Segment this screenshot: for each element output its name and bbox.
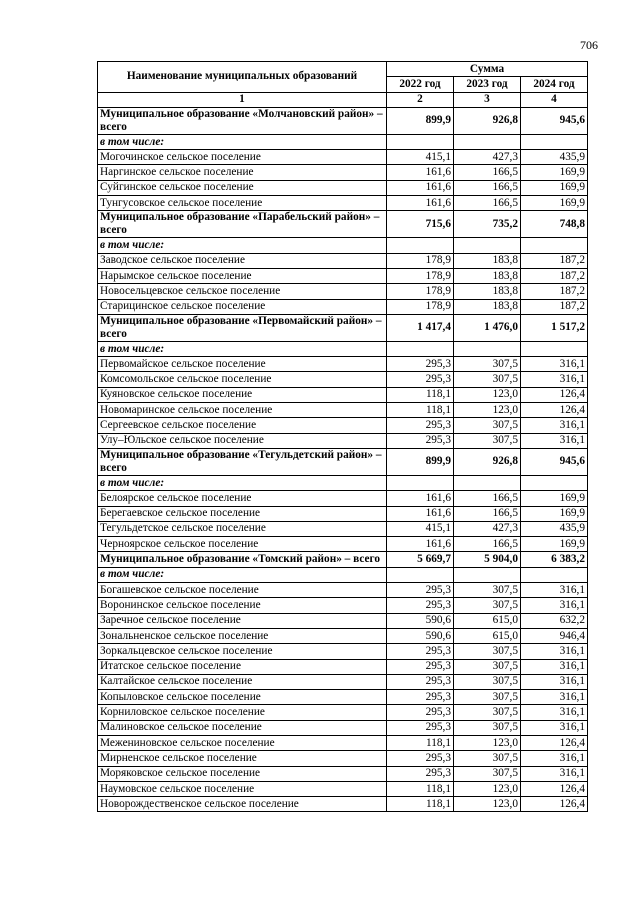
settlement-value: 183,8 bbox=[454, 284, 521, 299]
settlement-name: Зоркальцевское сельское поселение bbox=[98, 644, 387, 659]
settlement-value: 295,3 bbox=[387, 644, 454, 659]
settlement-value: 307,5 bbox=[454, 357, 521, 372]
settlement-value: 307,5 bbox=[454, 433, 521, 448]
settlement-row bbox=[98, 705, 588, 720]
settlement-value: 187,2 bbox=[521, 284, 588, 299]
municipality-total-value: 5 669,7 bbox=[387, 552, 454, 567]
settlement-name: Воронинское сельское поселение bbox=[98, 598, 387, 613]
settlement-name: Новосельцевское сельское поселение bbox=[98, 284, 387, 299]
settlement-value: 316,1 bbox=[521, 372, 588, 387]
budget-table bbox=[97, 61, 588, 812]
including-label: в том числе: bbox=[98, 134, 387, 149]
including-label: в том числе: bbox=[98, 567, 387, 582]
settlement-value: 615,0 bbox=[454, 628, 521, 643]
settlement-row bbox=[98, 521, 588, 536]
municipality-total-value: 899,9 bbox=[387, 107, 454, 134]
settlement-name: Корниловское сельское поселение bbox=[98, 705, 387, 720]
settlement-value: 316,1 bbox=[521, 720, 588, 735]
settlement-name: Берегаевское сельское поселение bbox=[98, 506, 387, 521]
settlement-value: 316,1 bbox=[521, 751, 588, 766]
settlement-name: Мирненское сельское поселение bbox=[98, 751, 387, 766]
settlement-value: 316,1 bbox=[521, 598, 588, 613]
settlement-value: 169,9 bbox=[521, 491, 588, 506]
column-number: 3 bbox=[454, 92, 521, 107]
including-row bbox=[98, 238, 588, 253]
settlement-value: 183,8 bbox=[454, 253, 521, 268]
settlement-name: Нарымское сельское поселение bbox=[98, 268, 387, 283]
settlement-value: 178,9 bbox=[387, 284, 454, 299]
column-header-year: 2022 год bbox=[387, 77, 454, 92]
settlement-row bbox=[98, 418, 588, 433]
including-row bbox=[98, 475, 588, 490]
municipality-total-value: 899,9 bbox=[387, 448, 454, 475]
municipality-total-value: 1 517,2 bbox=[521, 314, 588, 341]
settlement-name: Калтайское сельское поселение bbox=[98, 674, 387, 689]
including-label: в том числе: bbox=[98, 475, 387, 490]
settlement-value: 632,2 bbox=[521, 613, 588, 628]
column-header-name: Наименование муниципальных образований bbox=[98, 62, 387, 93]
settlement-value: 187,2 bbox=[521, 253, 588, 268]
settlement-value: 316,1 bbox=[521, 433, 588, 448]
settlement-name: Сергеевское сельское поселение bbox=[98, 418, 387, 433]
settlement-row bbox=[98, 613, 588, 628]
municipality-name: Муниципальное образование «Томский район» – всего bbox=[98, 552, 387, 567]
settlement-row bbox=[98, 598, 588, 613]
settlement-value: 169,9 bbox=[521, 537, 588, 552]
settlement-row bbox=[98, 506, 588, 521]
settlement-value: 415,1 bbox=[387, 150, 454, 165]
settlement-name: Копыловское сельское поселение bbox=[98, 690, 387, 705]
settlement-row bbox=[98, 766, 588, 781]
settlement-value: 307,5 bbox=[454, 418, 521, 433]
settlement-value: 307,5 bbox=[454, 644, 521, 659]
municipality-total-value: 926,8 bbox=[454, 107, 521, 134]
settlement-value: 166,5 bbox=[454, 165, 521, 180]
settlement-value: 435,9 bbox=[521, 150, 588, 165]
settlement-value: 295,3 bbox=[387, 720, 454, 735]
settlement-value: 178,9 bbox=[387, 253, 454, 268]
municipality-total-value: 1 417,4 bbox=[387, 314, 454, 341]
settlement-value: 126,4 bbox=[521, 403, 588, 418]
column-number: 2 bbox=[387, 92, 454, 107]
settlement-value: 295,3 bbox=[387, 372, 454, 387]
including-row bbox=[98, 567, 588, 582]
settlement-value: 307,5 bbox=[454, 720, 521, 735]
page-number: 706 bbox=[580, 38, 598, 52]
settlement-value: 118,1 bbox=[387, 781, 454, 796]
settlement-value: 295,3 bbox=[387, 357, 454, 372]
settlement-row bbox=[98, 751, 588, 766]
settlement-row bbox=[98, 253, 588, 268]
settlement-value: 166,5 bbox=[454, 180, 521, 195]
settlement-row bbox=[98, 284, 588, 299]
settlement-name: Межениновское сельское поселение bbox=[98, 735, 387, 750]
settlement-name: Наумовское сельское поселение bbox=[98, 781, 387, 796]
settlement-name: Черноярское сельское поселение bbox=[98, 537, 387, 552]
settlement-value: 435,9 bbox=[521, 521, 588, 536]
settlement-value: 590,6 bbox=[387, 613, 454, 628]
settlement-name: Новорождественское сельское поселение bbox=[98, 797, 387, 812]
column-number: 4 bbox=[521, 92, 588, 107]
settlement-name: Моряковское сельское поселение bbox=[98, 766, 387, 781]
settlement-value: 187,2 bbox=[521, 299, 588, 314]
settlement-name: Куяновское сельское поселение bbox=[98, 387, 387, 402]
including-label: в том числе: bbox=[98, 341, 387, 356]
settlement-value: 316,1 bbox=[521, 418, 588, 433]
settlement-value: 295,3 bbox=[387, 659, 454, 674]
settlement-name: Суйгинское сельское поселение bbox=[98, 180, 387, 195]
settlement-value: 307,5 bbox=[454, 690, 521, 705]
settlement-value: 295,3 bbox=[387, 674, 454, 689]
settlement-value: 295,3 bbox=[387, 598, 454, 613]
settlement-value: 169,9 bbox=[521, 165, 588, 180]
settlement-value: 295,3 bbox=[387, 418, 454, 433]
settlement-value: 295,3 bbox=[387, 583, 454, 598]
municipality-total-value: 945,6 bbox=[521, 107, 588, 134]
settlement-value: 123,0 bbox=[454, 781, 521, 796]
municipality-total-value: 5 904,0 bbox=[454, 552, 521, 567]
settlement-value: 316,1 bbox=[521, 644, 588, 659]
settlement-value: 161,6 bbox=[387, 196, 454, 211]
settlement-value: 307,5 bbox=[454, 674, 521, 689]
including-label: в том числе: bbox=[98, 238, 387, 253]
settlement-row bbox=[98, 403, 588, 418]
settlement-value: 316,1 bbox=[521, 659, 588, 674]
settlement-value: 178,9 bbox=[387, 268, 454, 283]
settlement-value: 307,5 bbox=[454, 766, 521, 781]
settlement-value: 307,5 bbox=[454, 751, 521, 766]
municipality-total-row bbox=[98, 552, 588, 567]
settlement-value: 123,0 bbox=[454, 797, 521, 812]
settlement-value: 946,4 bbox=[521, 628, 588, 643]
municipality-name: Муниципальное образование «Молчановский район» – всего bbox=[98, 107, 387, 134]
settlement-value: 615,0 bbox=[454, 613, 521, 628]
municipality-total-value: 748,8 bbox=[521, 211, 588, 238]
settlement-row bbox=[98, 196, 588, 211]
settlement-value: 126,4 bbox=[521, 735, 588, 750]
settlement-value: 415,1 bbox=[387, 521, 454, 536]
settlement-row bbox=[98, 537, 588, 552]
settlement-name: Белоярское сельское поселение bbox=[98, 491, 387, 506]
settlement-name: Могочинское сельское поселение bbox=[98, 150, 387, 165]
settlement-name: Комсомольское сельское поселение bbox=[98, 372, 387, 387]
settlement-value: 118,1 bbox=[387, 387, 454, 402]
settlement-value: 123,0 bbox=[454, 387, 521, 402]
municipality-total-row bbox=[98, 448, 588, 475]
settlement-value: 295,3 bbox=[387, 690, 454, 705]
settlement-value: 166,5 bbox=[454, 506, 521, 521]
settlement-row bbox=[98, 491, 588, 506]
settlement-row bbox=[98, 357, 588, 372]
settlement-name: Малиновское сельское поселение bbox=[98, 720, 387, 735]
settlement-row bbox=[98, 720, 588, 735]
settlement-value: 295,3 bbox=[387, 751, 454, 766]
municipality-total-value: 1 476,0 bbox=[454, 314, 521, 341]
column-header-year: 2023 год bbox=[454, 77, 521, 92]
settlement-value: 316,1 bbox=[521, 357, 588, 372]
settlement-row bbox=[98, 433, 588, 448]
settlement-name: Наргинское сельское поселение bbox=[98, 165, 387, 180]
settlement-value: 126,4 bbox=[521, 797, 588, 812]
settlement-row bbox=[98, 797, 588, 812]
settlement-value: 307,5 bbox=[454, 705, 521, 720]
settlement-value: 126,4 bbox=[521, 781, 588, 796]
settlement-value: 118,1 bbox=[387, 403, 454, 418]
settlement-value: 183,8 bbox=[454, 299, 521, 314]
settlement-name: Заводское сельское поселение bbox=[98, 253, 387, 268]
settlement-value: 166,5 bbox=[454, 196, 521, 211]
settlement-row bbox=[98, 372, 588, 387]
including-row bbox=[98, 341, 588, 356]
settlement-value: 183,8 bbox=[454, 268, 521, 283]
settlement-value: 118,1 bbox=[387, 735, 454, 750]
settlement-name: Старицинское сельское поселение bbox=[98, 299, 387, 314]
settlement-name: Богашевское сельское поселение bbox=[98, 583, 387, 598]
settlement-value: 118,1 bbox=[387, 797, 454, 812]
settlement-value: 295,3 bbox=[387, 766, 454, 781]
settlement-value: 316,1 bbox=[521, 705, 588, 720]
settlement-row bbox=[98, 387, 588, 402]
settlement-name: Первомайское сельское поселение bbox=[98, 357, 387, 372]
settlement-row bbox=[98, 150, 588, 165]
municipality-total-row bbox=[98, 211, 588, 238]
settlement-row bbox=[98, 180, 588, 195]
settlement-value: 316,1 bbox=[521, 583, 588, 598]
including-row bbox=[98, 134, 588, 149]
settlement-row bbox=[98, 268, 588, 283]
settlement-value: 316,1 bbox=[521, 690, 588, 705]
settlement-value: 178,9 bbox=[387, 299, 454, 314]
settlement-name: Новомаринское сельское поселение bbox=[98, 403, 387, 418]
municipality-name: Муниципальное образование «Тегульдетский район» – всего bbox=[98, 448, 387, 475]
settlement-value: 161,6 bbox=[387, 491, 454, 506]
municipality-name: Муниципальное образование «Парабельский район» – всего bbox=[98, 211, 387, 238]
settlement-value: 169,9 bbox=[521, 196, 588, 211]
municipality-total-value: 6 383,2 bbox=[521, 552, 588, 567]
settlement-value: 169,9 bbox=[521, 506, 588, 521]
settlement-value: 590,6 bbox=[387, 628, 454, 643]
settlement-value: 316,1 bbox=[521, 766, 588, 781]
settlement-value: 295,3 bbox=[387, 705, 454, 720]
settlement-value: 123,0 bbox=[454, 403, 521, 418]
column-header-year: 2024 год bbox=[521, 77, 588, 92]
settlement-value: 307,5 bbox=[454, 598, 521, 613]
column-header-sum: Сумма bbox=[387, 62, 588, 77]
settlement-row bbox=[98, 690, 588, 705]
settlement-name: Зональненское сельское поселение bbox=[98, 628, 387, 643]
settlement-value: 187,2 bbox=[521, 268, 588, 283]
settlement-row bbox=[98, 644, 588, 659]
settlement-value: 161,6 bbox=[387, 506, 454, 521]
settlement-value: 427,3 bbox=[454, 150, 521, 165]
settlement-row bbox=[98, 165, 588, 180]
municipality-name: Муниципальное образование «Первомайский район» – всего bbox=[98, 314, 387, 341]
settlement-name: Улу–Юльское сельское поселение bbox=[98, 433, 387, 448]
settlement-value: 316,1 bbox=[521, 674, 588, 689]
settlement-row bbox=[98, 781, 588, 796]
settlement-value: 126,4 bbox=[521, 387, 588, 402]
settlement-row bbox=[98, 299, 588, 314]
municipality-total-value: 735,2 bbox=[454, 211, 521, 238]
settlement-value: 427,3 bbox=[454, 521, 521, 536]
settlement-value: 166,5 bbox=[454, 537, 521, 552]
municipality-total-value: 715,6 bbox=[387, 211, 454, 238]
municipality-total-value: 926,8 bbox=[454, 448, 521, 475]
settlement-name: Заречное сельское поселение bbox=[98, 613, 387, 628]
settlement-value: 161,6 bbox=[387, 180, 454, 195]
settlement-value: 307,5 bbox=[454, 659, 521, 674]
settlement-row bbox=[98, 583, 588, 598]
settlement-value: 307,5 bbox=[454, 372, 521, 387]
column-number: 1 bbox=[98, 92, 387, 107]
settlement-value: 161,6 bbox=[387, 537, 454, 552]
settlement-value: 123,0 bbox=[454, 735, 521, 750]
settlement-row bbox=[98, 628, 588, 643]
settlement-name: Тегульдетское сельское поселение bbox=[98, 521, 387, 536]
settlement-value: 307,5 bbox=[454, 583, 521, 598]
settlement-row bbox=[98, 659, 588, 674]
settlement-name: Итатское сельское поселение bbox=[98, 659, 387, 674]
settlement-value: 169,9 bbox=[521, 180, 588, 195]
municipality-total-row bbox=[98, 107, 588, 134]
municipality-total-value: 945,6 bbox=[521, 448, 588, 475]
table-body bbox=[98, 107, 588, 812]
settlement-row bbox=[98, 674, 588, 689]
settlement-value: 161,6 bbox=[387, 165, 454, 180]
settlement-value: 295,3 bbox=[387, 433, 454, 448]
settlement-name: Тунгусовское сельское поселение bbox=[98, 196, 387, 211]
settlement-row bbox=[98, 735, 588, 750]
municipality-total-row bbox=[98, 314, 588, 341]
settlement-value: 166,5 bbox=[454, 491, 521, 506]
